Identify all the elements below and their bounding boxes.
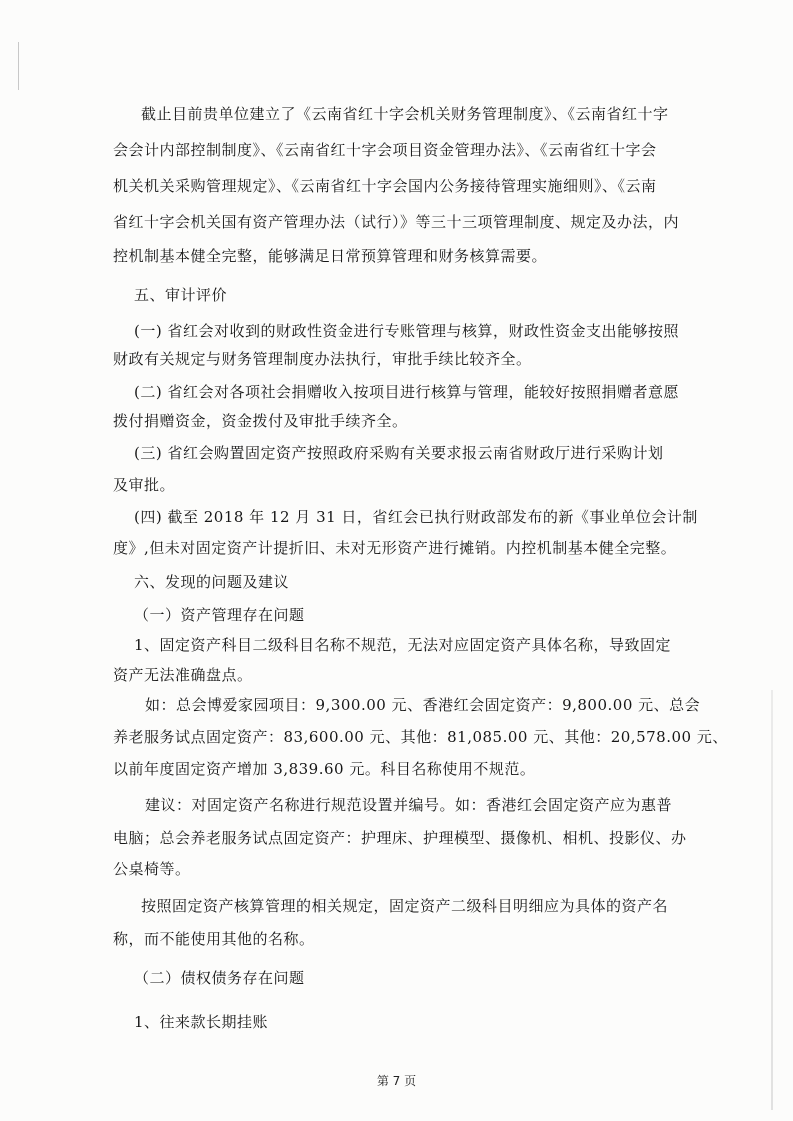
body-text-line: 公桌椅等。	[113, 860, 191, 878]
section-heading: 六、发现的问题及建议	[134, 573, 290, 591]
subsection-heading: （二）债权债务存在问题	[134, 969, 305, 987]
scan-artifact	[18, 42, 19, 90]
body-text-line: 资产无法准确盘点。	[113, 666, 253, 684]
page-number: 第 7 页	[376, 1074, 417, 1088]
body-text-line: 截止目前贵单位建立了《云南省红十字会机关财务管理制度》、《云南省红十字	[141, 105, 669, 123]
body-text-line: (四) 截至 2018 年 12 月 31 日，省红会已执行财政部发布的新《事业单位会计制	[134, 508, 698, 526]
body-text-line: (一) 省红会对收到的财政性资金进行专账管理与核算，财政性资金支出能够按照	[134, 322, 679, 340]
body-text-line: (三) 省红会购置固定资产按照政府采购有关要求报云南省财政厅进行采购计划	[134, 444, 664, 462]
body-text-line: 电脑；总会养老服务试点固定资产：护理床、护理模型、摄像机、相机、投影仪、办	[113, 829, 687, 847]
body-text-line: 以前年度固定资产增加 3,839.60 元。科目名称使用不规范。	[113, 760, 536, 778]
body-text-line: 按照固定资产核算管理的相关规定，固定资产二级科目明细应为具体的资产名	[141, 897, 669, 915]
body-text-line: 称，而不能使用其他的名称。	[113, 930, 315, 948]
body-text-line: 控机制基本健全完整，能够满足日常预算管理和财务核算需要。	[113, 247, 548, 265]
body-text-line: 拨付捐赠资金，资金拨付及审批手续齐全。	[113, 412, 408, 430]
body-text-line: (二) 省红会对各项社会捐赠收入按项目进行核算与管理，能较好按照捐赠者意愿	[134, 383, 679, 401]
body-text-line: 如：总会博爱家园项目：9,300.00 元、香港红会固定资产：9,800.00 元、总会	[145, 696, 701, 714]
body-text-line: 养老服务试点固定资产：83,600.00 元、其他：81,085.00 元、其他：20,578.00 元、	[113, 728, 728, 746]
body-text-line: 1、往来款长期挂账	[134, 1013, 269, 1031]
section-heading: 五、审计评价	[134, 286, 228, 304]
body-text-line: 会会计内部控制制度》、《云南省红十字会项目资金管理办法》、《云南省红十字会	[113, 141, 657, 159]
subsection-heading: （一）资产管理存在问题	[134, 606, 305, 624]
body-text-line: 财政有关规定与财务管理制度办法执行，审批手续比较齐全。	[113, 350, 532, 368]
body-text-line: 1、固定资产科目二级科目名称不规范，无法对应固定资产具体名称，导致固定	[134, 636, 672, 654]
body-text-line: 建议：对固定资产名称进行规范设置并编号。如：香港红会固定资产应为惠普	[145, 796, 673, 814]
scan-artifact	[771, 690, 773, 1110]
body-text-line: 省红十字会机关国有资产管理办法（试行）》等三十三项管理制度、规定及办法，内	[113, 213, 680, 231]
body-text-line: 及审批。	[113, 476, 176, 494]
body-text-line: 度》,但未对固定资产计提折旧、未对无形资产进行摊销。内控机制基本健全完整。	[113, 539, 677, 557]
body-text-line: 机关机关采购管理规定》、《云南省红十字会国内公务接待管理实施细则》、《云南	[113, 177, 657, 195]
